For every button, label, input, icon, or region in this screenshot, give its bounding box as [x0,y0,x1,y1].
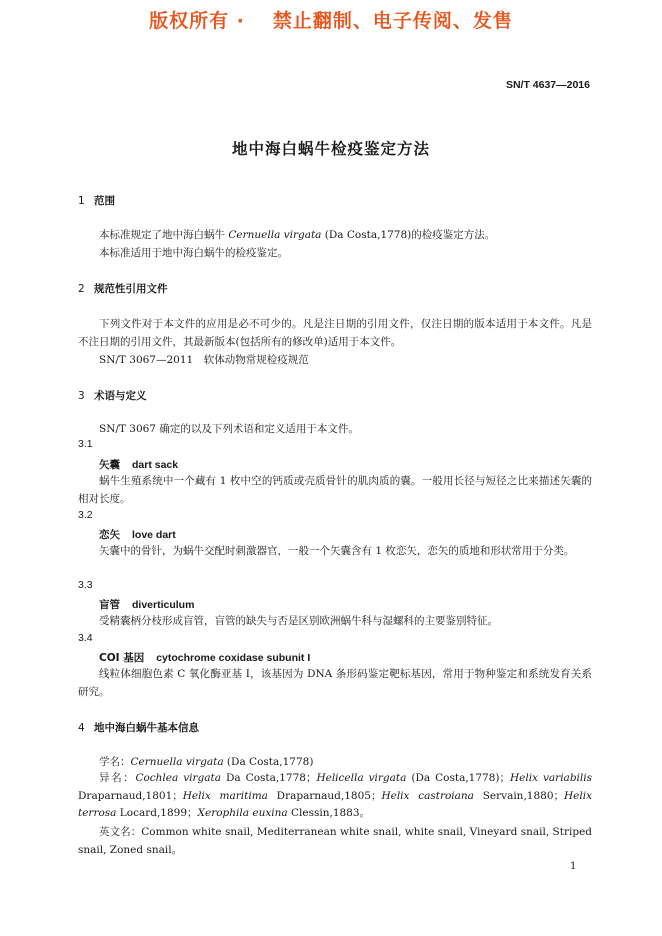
term-title: 恋矢 love dart [99,529,176,541]
page-number: 1 [570,861,577,872]
watermark-text-2: 禁止翻制、电子传阅、发售 [272,10,513,32]
term-number: 3.2 [78,509,93,521]
term-title: COI 基因 cytochrome coxidase subunit I [99,652,311,664]
english-names: 英文名：Common white snail, Mediterranean white snail, white snail, Vineyard snail, Striped snail, Zoned snail。 [78,826,593,856]
section-heading-4: 4 地中海白蜗牛基本信息 [78,722,199,734]
paragraph-terms-intro: SN/T 3067 确定的以及下列术语和定义适用于本文件。 [99,423,359,435]
species-name: Cernuella virgata [228,229,322,241]
synonyms: 异名：Cochlea virgata Da Costa,1778；Helicella virgata (Da Costa,1778)；Helix variabilis Draparnaud,1801；Helix maritima Draparnaud,1805；Helix castroiana Servain,1880；Helix terrosa Locard,1899；Xerophila euxina Clessin,1883。 [78,772,593,819]
term-title: 盲管 diverticulum [99,599,195,611]
section-heading-3: 3 术语与定义 [78,390,147,402]
standard-number: SN/T 4637—2016 [505,79,590,91]
term-number: 3.4 [78,632,93,644]
term-title: 矢囊 dart sack [99,459,179,471]
document-title: 地中海白蜗牛检疫鉴定方法 [231,140,430,158]
section-heading-2: 2 规范性引用文件 [78,283,168,295]
watermark-banner [0,6,662,33]
paragraph-scope-1: 本标准规定了地中海白蜗牛 Cernuella virgata (Da Costa,1778)的检疫鉴定方法。 [99,229,496,241]
term-number: 3.1 [78,438,93,450]
term-number: 3.3 [78,579,93,591]
term-definition: 线粒体细胞色素 C 氧化酶亚基 I，该基因为 DNA 条形码鉴定靶标基因，常用于物种鉴定和系统发育关系研究。 [78,668,592,698]
paragraph-scope-2: 本标准适用于地中海白蜗牛的检疫鉴定。 [99,247,288,259]
watermark-text-1: 版权所有 · [149,10,245,32]
term-definition: 受精囊柄分枝形成盲管，盲管的缺失与否是区别欧洲蜗牛科与湿螺科的主要鉴别特征。 [99,615,498,627]
section-heading-1: 1 范围 [78,195,115,207]
scientific-name: 学名：Cernuella virgata (Da Costa,1778) [99,756,314,768]
paragraph-references: 下列文件对于本文件的应用是必不可少的。凡是注日期的引用文件，仅注日期的版本适用于本文件。凡是不注日期的引用文件，其最新版本(包括所有的修改单)适用于本文件。 [78,318,592,348]
term-definition: 蜗牛生殖系统中一个藏有 1 枚中空的钙质或壳质骨针的肌肉质的囊。一般用长径与短径之比来描述矢囊的相对长度。 [78,475,592,505]
reference-item: SN/T 3067—2011 软体动物常规检疫规范 [99,354,309,366]
term-definition: 矢囊中的骨针，为蜗牛交配时刺激器官，一般一个矢囊含有 1 枚恋矢，恋矢的质地和形状常用于分类。 [99,545,575,557]
